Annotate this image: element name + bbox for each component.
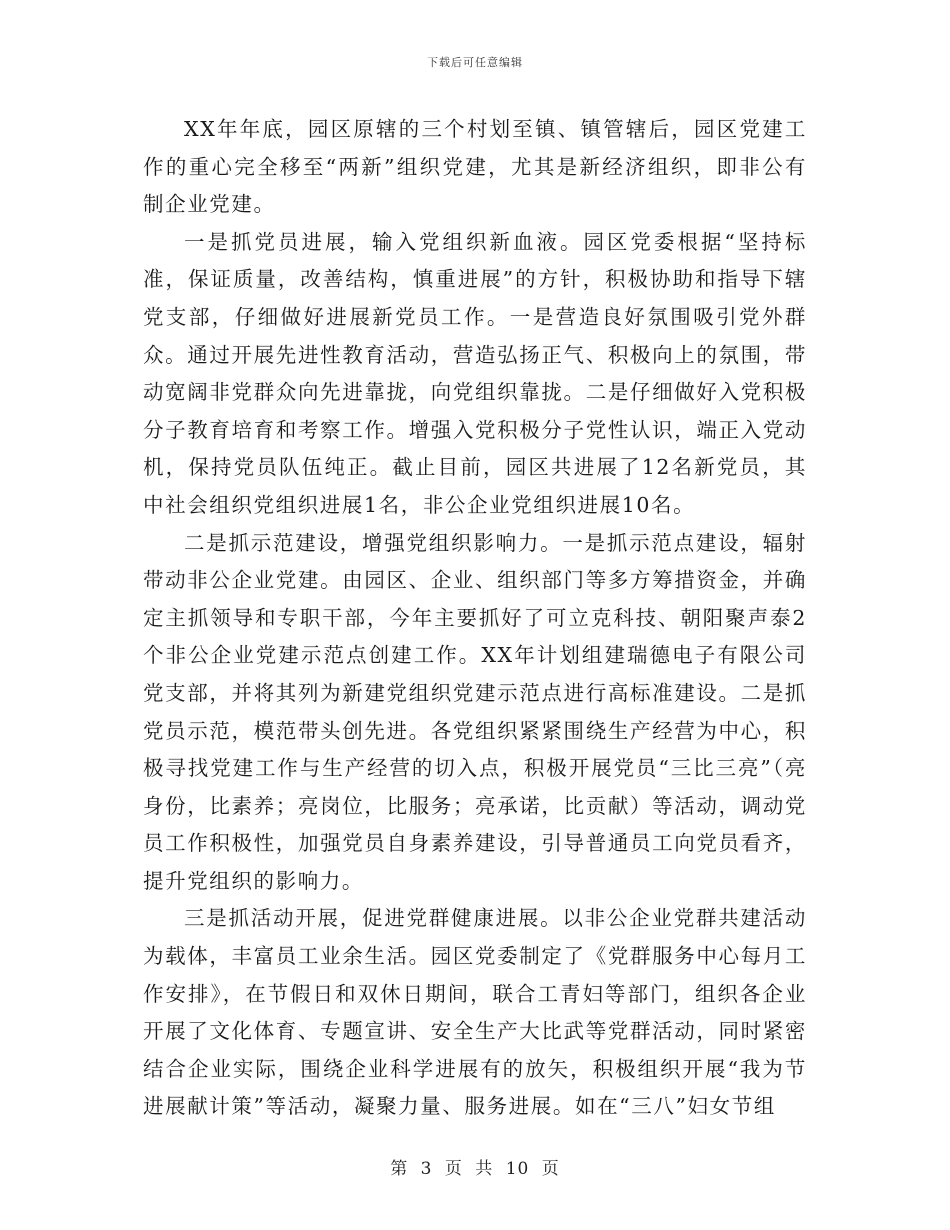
page-header: 下载后可任意编辑 [427, 56, 523, 69]
paragraph-1: XX年年底，园区原辖的三个村划至镇、镇管辖后，园区党建工作的重心完全移至“两新”组织党建，尤其是新经济组织，即非公有制企业党建。 [143, 117, 807, 217]
paragraph-2: 一是抓党员进展，输入党组织新血液。园区党委根据“坚持标准，保证质量，改善结构，慎重进展”的方针，积极协助和指导下辖党支部，仔细做好进展新党员工作。一是营造良好氛围吸引党外群众。通过开展先进性教育活动，营造弘扬正气、积极向上的氛围，带动宽阔非党群众向先进靠拢，向党组织靠拢。二是仔细做好入党积极分子教育培育和考察工作。增强入党积极分子党性认识，端正入党动机，保持党员队伍纯正。截止目前，园区共进展了12名新党员，其中社会组织党组织进展1名，非公企业党组织进展10名。 [143, 229, 807, 517]
page-number-footer: 第 3 页 共 10 页 [390, 1159, 560, 1179]
document-body [143, 111, 807, 1126]
paragraph-3: 二是抓示范建设，增强党组织影响力。一是抓示范点建设，辐射带动非公企业党建。由园区、企业、组织部门等多方筹措资金，并确定主抓领导和专职干部，今年主要抓好了可立克科技、朝阳聚声泰2个非公企业党建示范点创建工作。XX年计划组建瑞德电子有限公司党支部，并将其列为新建党组织党建示范点进行高标准建设。二是抓党员示范，模范带头创先进。各党组织紧紧围绕生产经营为中心，积极寻找党建工作与生产经营的切入点，积极开展党员“三比三亮”（亮身份，比素养；亮岗位，比服务；亮承诺，比贡献）等活动，调动党员工作积极性，加强党员自身素养建设，引导普通员工向党员看齐，提升党组织的影响力。 [143, 530, 807, 893]
paragraph-4: 三是抓活动开展，促进党群健康进展。以非公企业党群共建活动为载体，丰富员工业余生活。园区党委制定了《党群服务中心每月工作安排》，在节假日和双休日期间，联合工青妇等部门，组织各企业开展了文化体育、专题宣讲、安全生产大比武等党群活动，同时紧密结合企业实际，围绕企业科学进展有的放矢，积极组织开展“我为节进展献计策”等活动，凝聚力量、服务进展。如在“三八”妇女节组 [143, 906, 807, 1119]
